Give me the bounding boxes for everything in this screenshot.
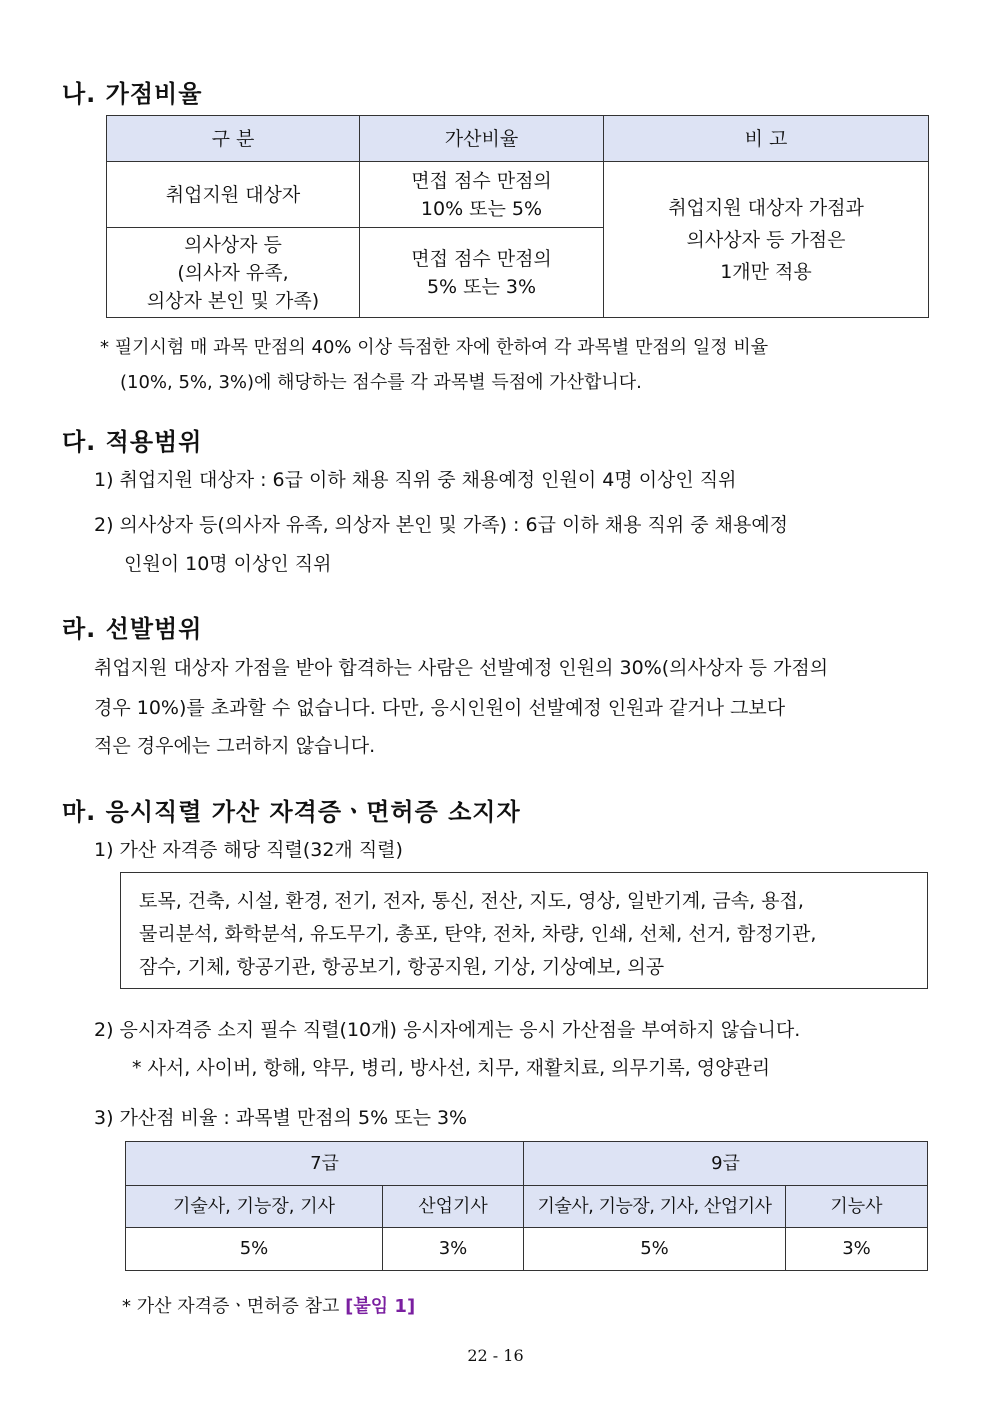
series-list-box bbox=[120, 872, 928, 989]
remark-line1: 취업지원 대상자 가점과 bbox=[668, 196, 864, 219]
row2-rate-line1: 면접 점수 만점의 bbox=[411, 247, 552, 270]
attachment-reference: [붙임 1] bbox=[345, 1296, 416, 1317]
grade7-header: 7급 bbox=[126, 1142, 524, 1186]
bonus-rate-table bbox=[106, 115, 929, 318]
row2-rate-line2: 5% 또는 3% bbox=[426, 275, 537, 298]
header-remark: 비 고 bbox=[604, 116, 929, 162]
na-note-line2: (10%, 5%, 3%)에 해당하는 점수를 각 과목별 득점에 가산합니다. bbox=[120, 372, 642, 393]
sub-header-2: 산업기사 bbox=[383, 1186, 524, 1228]
header-category: 구 분 bbox=[107, 116, 360, 162]
ma-footnote bbox=[122, 1292, 415, 1318]
ma-item2-note: * 사서, 사이버, 항해, 약무, 병리, 방사선, 치무, 재활치료, 의무기록, 영양관리 bbox=[132, 1057, 771, 1079]
footnote-text: * 가산 자격증ㆍ면허증 참고 bbox=[122, 1296, 346, 1317]
row2-category-line3: 의상자 본인 및 가족) bbox=[146, 289, 320, 312]
ra-line3: 적은 경우에는 그러하지 않습니다. bbox=[94, 735, 376, 757]
remark-line2: 의사상자 등 가점은 bbox=[686, 228, 846, 251]
ma-item1: 1) 가산 자격증 해당 직렬(32개 직렬) bbox=[94, 839, 403, 861]
series-line1: 토목, 건축, 시설, 환경, 전기, 전자, 통신, 전산, 지도, 영상, 일반기계, 금속, 용접, bbox=[139, 890, 804, 912]
row1-rate-line1: 면접 점수 만점의 bbox=[411, 169, 552, 192]
value-cell-2: 3% bbox=[383, 1228, 524, 1271]
series-line3: 잠수, 기체, 항공기관, 항공보기, 항공지원, 기상, 기상예보, 의공 bbox=[139, 956, 665, 978]
row1-category: 취업지원 대상자 bbox=[107, 162, 360, 228]
sub-header-4: 기능사 bbox=[786, 1186, 928, 1228]
da-item2-line2: 인원이 10명 이상인 직위 bbox=[124, 553, 332, 575]
ma-item2: 2) 응시자격증 소지 필수 직렬(10개) 응시자에게는 응시 가산점을 부여하지 않습니다. bbox=[94, 1019, 801, 1041]
row2-rate bbox=[360, 228, 604, 318]
value-cell-1: 5% bbox=[126, 1228, 383, 1271]
ra-line1: 취업지원 대상자 가점을 받아 합격하는 사람은 선발예정 인원의 30%(의사상자 등 가점의 bbox=[94, 657, 829, 679]
sub-header-1: 기술사, 기능장, 기사 bbox=[126, 1186, 383, 1228]
page-number: 22 - 16 bbox=[467, 1346, 524, 1365]
row1-rate-line2: 10% 또는 5% bbox=[420, 197, 543, 220]
remark-cell bbox=[604, 162, 929, 318]
row2-category-line1: 의사상자 등 bbox=[184, 233, 282, 256]
sub-header-3: 기술사, 기능장, 기사, 산업기사 bbox=[524, 1186, 786, 1228]
value-cell-4: 3% bbox=[786, 1228, 928, 1271]
na-note-line1: * 필기시험 매 과목 만점의 40% 이상 득점한 자에 한하여 각 과목별 만점의 일정 비율 bbox=[100, 337, 769, 358]
ra-line2: 경우 10%)를 초과할 수 없습니다. 다만, 응시인원이 선발예정 인원과 같거나 그보다 bbox=[94, 697, 786, 719]
ma-item3: 3) 가산점 비율 : 과목별 만점의 5% 또는 3% bbox=[94, 1107, 468, 1129]
row2-category bbox=[107, 228, 360, 318]
section-da-title: 다. 적용범위 bbox=[62, 428, 203, 456]
grade9-header: 9급 bbox=[524, 1142, 928, 1186]
row1-rate bbox=[360, 162, 604, 228]
section-ma-title: 마. 응시직렬 가산 자격증ㆍ면허증 소지자 bbox=[62, 798, 521, 826]
header-rate: 가산비율 bbox=[360, 116, 604, 162]
section-na-title: 나. 가점비율 bbox=[62, 80, 203, 108]
series-line2: 물리분석, 화학분석, 유도무기, 총포, 탄약, 전차, 차량, 인쇄, 선체, 선거, 함정기관, bbox=[139, 923, 817, 945]
da-item1: 1) 취업지원 대상자 : 6급 이하 채용 직위 중 채용예정 인원이 4명 이상인 직위 bbox=[94, 469, 737, 491]
cert-rate-table bbox=[125, 1141, 928, 1271]
section-ra-title: 라. 선발범위 bbox=[62, 615, 203, 643]
remark-line3: 1개만 적용 bbox=[720, 260, 812, 283]
row2-category-line2: (의사자 유족, bbox=[177, 261, 289, 284]
da-item2-line1: 2) 의사상자 등(의사자 유족, 의상자 본인 및 가족) : 6급 이하 채용 직위 중 채용예정 bbox=[94, 514, 789, 536]
value-cell-3: 5% bbox=[524, 1228, 786, 1271]
